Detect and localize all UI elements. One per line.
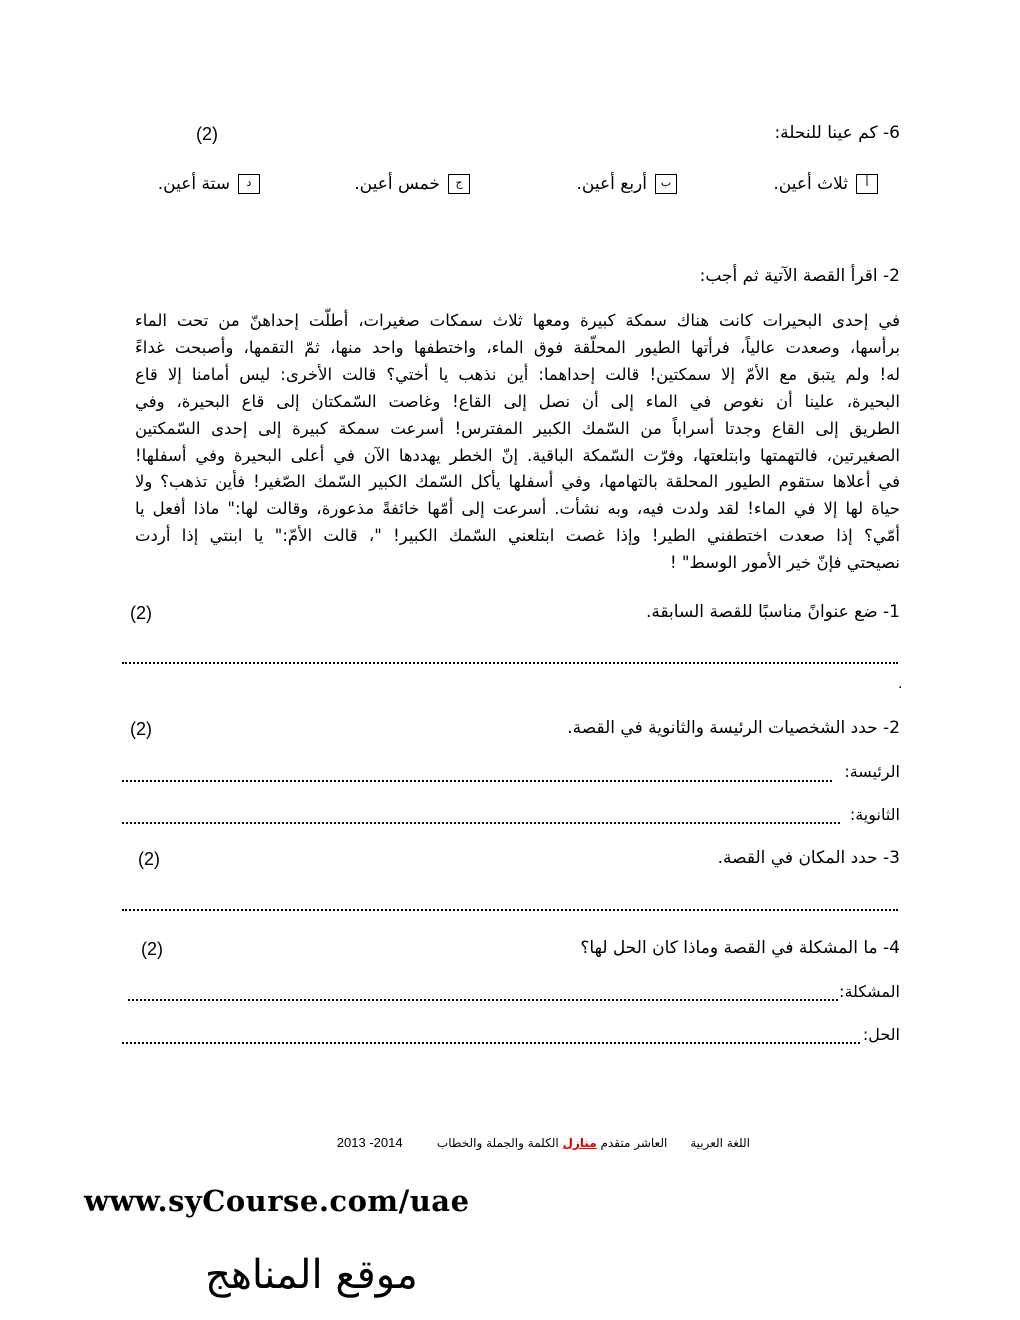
option-letter-box: ج [448, 174, 470, 194]
question-4-points: (2) [141, 939, 163, 959]
footer-grade: العاشر متقدم [600, 1136, 668, 1150]
story-line: البحيرة، علينا أن نغوص في الماء إلى أن نصل إلى القاع! وغاصت السّمكتان إلى قاع البحيرة، وفي [135, 392, 900, 411]
story-line: الصغيرتين، فالتهمتها وابتلعتها، وفرّت السّمكة الباقية. إنّ الخطر يهددها الآن في أعلى البحيرة وفي أسفلها! [135, 446, 900, 465]
problem-answer-line[interactable] [128, 999, 838, 1001]
trailing-dot: . [898, 676, 903, 692]
main-characters-answer-line[interactable] [122, 780, 832, 782]
option-text: أربع أعين. [576, 174, 647, 194]
question-4: 4- ما المشكلة في القصة وماذا كان الحل لها؟ [580, 938, 900, 958]
story-line: حياة لها إلا في الماء! لقد ولدت فيه، وبه نشأت. أسرعت إلى أمّها خائفةً مذعورة، وقالت لها:" ماذا أفعل يا [135, 499, 900, 518]
page-footer [337, 1135, 750, 1150]
option-a [773, 174, 878, 194]
question-1-points: (2) [130, 603, 152, 623]
answer-line[interactable] [122, 662, 898, 664]
watermark-site-name: موقع المناهج [205, 1252, 418, 1298]
question-2-points: (2) [130, 719, 152, 739]
option-d [158, 174, 260, 194]
footer-unit: الكلمة والجملة والخطاب [436, 1136, 559, 1150]
option-letter-box: ب [655, 174, 677, 194]
option-c [354, 174, 470, 194]
option-text: ثلاث أعين. [773, 174, 848, 194]
question-6-points: (2) [196, 124, 218, 144]
option-letter-box: أ [856, 174, 878, 194]
main-characters-label: الرئيسة: [844, 762, 900, 781]
watermark-url: www.syCourse.com/uae [84, 1184, 470, 1218]
story-line: نصيحتي فإنّ خير الأمور الوسط" ! [670, 553, 900, 572]
story-line: في أعلاها ستقوم الطيور المحلقة بالتهامها، وفي أسفلها يأكل السّمك الكبير السّمك الصّغير! فأين تذهب؟ ولا [135, 472, 900, 491]
problem-label: المشكلة: [839, 982, 900, 1001]
option-letter-box: د [238, 174, 260, 194]
story-line: له! ولم يتبق مع الأمّ إلا سمكتين! قالت إحداهما: أين نذهب يا أختي؟ قالت الأخرى: ليس أمامنا إلا قاع [135, 365, 900, 384]
question-2: 2- حدد الشخصيات الرئيسة والثانوية في القصة. [567, 718, 900, 738]
secondary-characters-label: الثانوية: [849, 805, 900, 824]
option-text: خمس أعين. [354, 174, 440, 194]
secondary-characters-answer-line[interactable] [122, 822, 840, 824]
question-1: 1- ضع عنوانً مناسبًا للقصة السابقة. [645, 602, 900, 622]
story-line: الطريق إلى القاع وجدتا أسراباً من السّمك الكبير المفترس! أسرعت سمكة كبيرة إلى إحدى السّمكتين [135, 419, 900, 438]
story-line: برأسها، وصعدت عالياً، فرأتها الطيور المحلّقة فوق الماء، واختطفها واحد منها، ثمّ التقمها، وأصبحت غداءً [135, 338, 900, 357]
story-line: أمّي؟ إذا صعدت اختطفني الطير! وإذا غصت ابتلعني السّمك الكبير! "، قالت الأمّ:" يا ابنتي إذا أردت [135, 526, 900, 545]
footer-year: 2014- 2013 [336, 1135, 403, 1150]
question-6: 6- كم عينا للنحلة: [774, 123, 900, 143]
option-b [577, 174, 677, 194]
solution-label: الحل: [862, 1025, 900, 1044]
footer-highlight: منازل [562, 1136, 597, 1150]
story-instruction: 2- اقرأ القصة الآتية ثم أجب: [699, 266, 900, 286]
answer-line[interactable] [122, 909, 898, 911]
option-text: ستة أعين. [157, 174, 230, 194]
question-3-points: (2) [138, 849, 160, 869]
footer-subject: اللغة العربية [690, 1136, 750, 1150]
question-3: 3- حدد المكان في القصة. [717, 848, 900, 868]
solution-answer-line[interactable] [122, 1042, 860, 1044]
story-line: في إحدى البحيرات كانت هناك سمكة كبيرة ومعها ثلاث سمكات صغيرات، أطلّت إحداهنّ من تحت الماء [135, 311, 900, 330]
